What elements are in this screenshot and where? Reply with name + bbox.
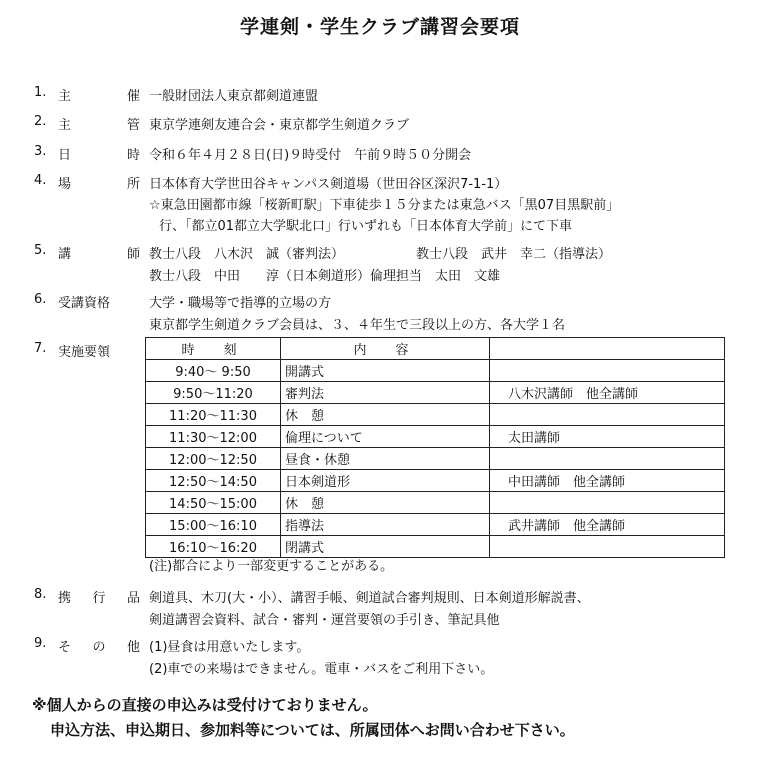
table-header-row [146, 338, 725, 360]
item-label: 日 時 [58, 148, 140, 163]
other-line2: (2)車での来場はできません。電車・バスをご利用下さい。 [149, 662, 494, 677]
instructor-line2: 教士八段 中田 淳（日本剣道形）倫理担当 太田 文雄 [149, 269, 501, 284]
item-number: 4. [34, 173, 47, 188]
item-label: 実施要領 [58, 345, 111, 360]
table-row: 15:00〜16:10 指導法 武井講師 他全講師 [146, 514, 725, 536]
item-number: 7. [34, 341, 47, 356]
item-label: 携 行 品 [58, 591, 140, 606]
item-number: 5. [34, 243, 47, 258]
organizer-value: 一般財団法人東京都剣道連盟 [149, 89, 319, 104]
page-title: 学連剣・学生クラブ講習会要項 [239, 16, 520, 38]
item-label: 講 師 [58, 247, 140, 262]
datetime-value: 令和６年４月２８日(日)９時受付 午前９時５０分開会 [149, 148, 472, 163]
schedule-table [145, 337, 725, 558]
venue-value: 日本体育大学世田谷キャンパス剣道場（世田谷区深沢7-1-1） [149, 177, 508, 192]
qualification-line1: 大学・職場等で指導的立場の方 [149, 296, 332, 311]
item-label: 主 催 [58, 89, 140, 104]
item-label: 主 管 [58, 118, 140, 133]
item-number: 6. [34, 292, 47, 307]
item-number: 3. [34, 144, 47, 159]
item-label: 場 所 [58, 177, 140, 192]
table-row: 12:50〜14:50 日本剣道形 中田講師 他全講師 [146, 470, 725, 492]
qualification-line2: 東京都学生剣道クラブ会員は、３、４年生で三段以上の方、各大学１名 [149, 318, 566, 333]
table-row: 9:50〜11:20 審判法 八木沢講師 他全講師 [146, 382, 725, 404]
item-number: 2. [34, 114, 47, 129]
table-row: 12:00〜12:50 昼食・休憩 [146, 448, 725, 470]
table-row: 11:20〜11:30 休 憩 [146, 404, 725, 426]
equipment-line2: 剣道講習会資料、試合・審判・運営要領の手引き、筆記具他 [149, 613, 500, 628]
venue-access-line1: ☆東急田園都市線「桜新町駅」下車徒歩１５分または東急バス「黒07目黒駅前」 [149, 198, 620, 213]
column-header-lecturer [490, 338, 725, 360]
table-row: 16:10〜16:20 閉講式 [146, 536, 725, 558]
item-number: 8. [34, 587, 47, 602]
table-row: 14:50〜15:00 休 憩 [146, 492, 725, 514]
venue-access-line2: 行、「都立01都立大学駅北口」行いずれも「日本体育大学前」にて下車 [159, 219, 573, 234]
schedule-note: (注)都合により一部変更することがある。 [149, 559, 394, 574]
other-line1: (1)昼食は用意いたします。 [149, 640, 310, 655]
item-label: そ の 他 [58, 640, 140, 655]
table-row: 9:40〜 9:50 開講式 [146, 360, 725, 382]
table-row: 11:30〜12:00 倫理について 太田講師 [146, 426, 725, 448]
item-number: 1. [34, 85, 47, 100]
item-number: 9. [34, 636, 47, 651]
instructor-line1a: 教士八段 八木沢 誠（審判法） [149, 247, 345, 262]
equipment-line1: 剣道具、木刀(大・小）、講習手帳、剣道試合審判規則、日本剣道形解説書、 [149, 591, 590, 606]
column-header-time: 時 刻 [146, 338, 281, 360]
item-label: 受講資格 [58, 296, 111, 311]
instructor-line1b: 教士八段 武井 幸二（指導法） [416, 247, 612, 262]
footer-notice-line2: 申込方法、申込期日、参加料等については、所属団体へお問い合わせ下さい。 [50, 721, 575, 739]
manager-value: 東京学連剣友連合会・東京都学生剣道クラブ [149, 118, 410, 133]
column-header-content: 内 容 [281, 338, 490, 360]
footer-notice-line1: ※個人からの直接の申込みは受付けておりません。 [32, 696, 378, 714]
